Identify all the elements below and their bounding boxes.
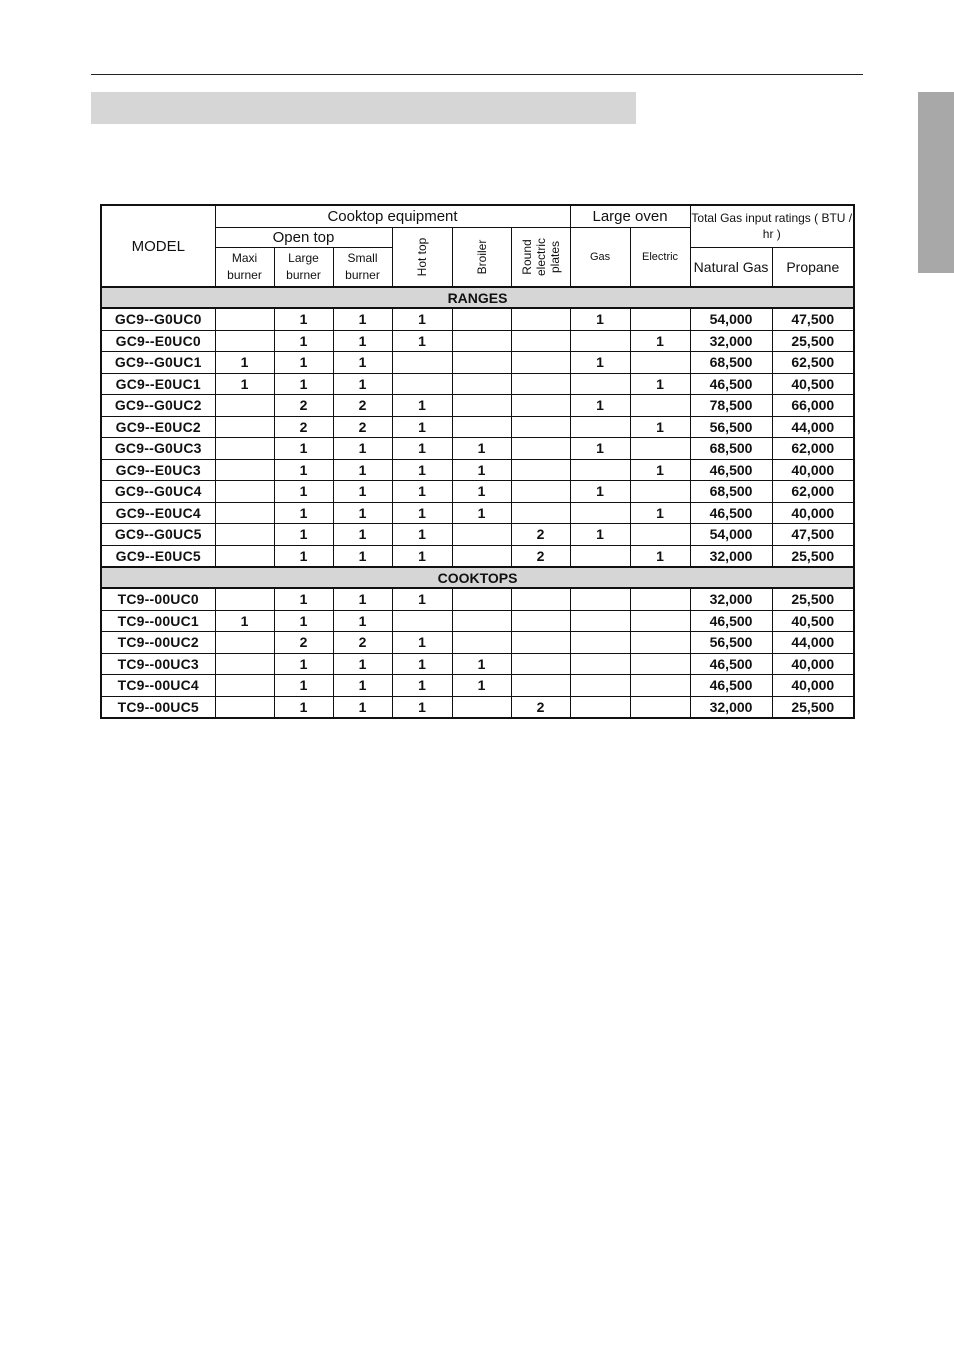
table-cell: 1 <box>274 524 333 546</box>
table-row <box>101 438 854 460</box>
table-row <box>101 330 854 352</box>
section-row <box>101 567 854 588</box>
table-cell <box>511 352 570 374</box>
table-row <box>101 610 854 632</box>
table-cell <box>630 524 690 546</box>
table-cell <box>452 610 511 632</box>
table-cell: 32,000 <box>690 696 772 718</box>
table-cell: 1 <box>392 632 452 654</box>
model-cell: TC9--00UC2 <box>101 632 215 654</box>
model-cell: TC9--00UC3 <box>101 653 215 675</box>
table-cell <box>511 459 570 481</box>
table-cell <box>511 308 570 330</box>
table-cell: 1 <box>452 481 511 503</box>
table-cell <box>570 545 630 567</box>
table-cell <box>630 308 690 330</box>
table-cell: 25,500 <box>772 588 854 610</box>
header-large-oven: Large oven <box>570 205 690 227</box>
table-cell: 25,500 <box>772 545 854 567</box>
table-cell <box>452 330 511 352</box>
table-cell: 62,000 <box>772 438 854 460</box>
table-cell: 68,500 <box>690 481 772 503</box>
table-cell <box>452 588 511 610</box>
table-cell: 1 <box>274 545 333 567</box>
table-cell: 1 <box>570 481 630 503</box>
table-cell: 1 <box>215 373 274 395</box>
table-cell <box>215 653 274 675</box>
table-cell: 1 <box>452 502 511 524</box>
table-cell: 25,500 <box>772 696 854 718</box>
table-cell <box>570 373 630 395</box>
table-cell: 2 <box>333 395 392 417</box>
table-cell: 2 <box>511 545 570 567</box>
table-cell: 54,000 <box>690 524 772 546</box>
header-gas: Gas <box>570 227 630 287</box>
header-hot-top-label: Hot top <box>415 237 429 277</box>
header-round-electric-plates <box>511 227 570 287</box>
table-cell <box>511 438 570 460</box>
table-cell: 40,000 <box>772 653 854 675</box>
table-cell: 46,500 <box>690 653 772 675</box>
table-cell: 1 <box>333 610 392 632</box>
table-cell: 1 <box>274 653 333 675</box>
table-cell <box>215 308 274 330</box>
table-cell: 32,000 <box>690 330 772 352</box>
model-cell: GC9--E0UC0 <box>101 330 215 352</box>
header-model: MODEL <box>101 205 215 287</box>
table-cell <box>215 330 274 352</box>
model-cell: GC9--E0UC4 <box>101 502 215 524</box>
table-row <box>101 632 854 654</box>
header-small-burner: Small burner <box>333 247 392 287</box>
table-cell: 40,000 <box>772 675 854 697</box>
table-cell: 1 <box>333 588 392 610</box>
table-cell: 1 <box>392 545 452 567</box>
table-cell <box>215 416 274 438</box>
header-broiler <box>452 227 511 287</box>
table-row <box>101 675 854 697</box>
table-cell <box>215 588 274 610</box>
table-cell: 1 <box>452 653 511 675</box>
section-title: RANGES <box>101 287 854 308</box>
section-title-bar <box>91 92 636 124</box>
table-cell: 56,500 <box>690 416 772 438</box>
table-cell <box>452 308 511 330</box>
table-body <box>101 287 854 718</box>
table-cell: 1 <box>392 481 452 503</box>
table-cell <box>570 502 630 524</box>
table-cell <box>570 696 630 718</box>
table-cell: 56,500 <box>690 632 772 654</box>
table-row <box>101 545 854 567</box>
table-cell: 1 <box>452 459 511 481</box>
table-cell: 32,000 <box>690 545 772 567</box>
table-cell <box>511 632 570 654</box>
table-cell: 46,500 <box>690 502 772 524</box>
specifications-table <box>100 204 855 719</box>
top-rule <box>91 74 863 75</box>
model-cell: GC9--G0UC2 <box>101 395 215 417</box>
table-cell <box>570 610 630 632</box>
table-cell <box>452 524 511 546</box>
table-row <box>101 502 854 524</box>
model-cell: GC9--E0UC2 <box>101 416 215 438</box>
table-cell <box>452 632 511 654</box>
table-cell <box>511 395 570 417</box>
table-cell: 1 <box>333 481 392 503</box>
table-cell: 78,500 <box>690 395 772 417</box>
model-cell: TC9--00UC0 <box>101 588 215 610</box>
table-cell: 1 <box>215 352 274 374</box>
model-cell: GC9--G0UC0 <box>101 308 215 330</box>
table-row <box>101 373 854 395</box>
table-cell <box>511 481 570 503</box>
table-cell <box>511 330 570 352</box>
table-cell: 1 <box>333 459 392 481</box>
table-cell <box>452 545 511 567</box>
table-cell: 47,500 <box>772 308 854 330</box>
table-cell: 2 <box>274 416 333 438</box>
table-cell: 1 <box>630 459 690 481</box>
table-cell: 66,000 <box>772 395 854 417</box>
table-cell <box>452 416 511 438</box>
table-cell: 1 <box>274 481 333 503</box>
table-cell <box>392 610 452 632</box>
table-cell <box>511 675 570 697</box>
table-cell: 1 <box>392 588 452 610</box>
table-cell: 1 <box>392 653 452 675</box>
header-cooktop-equipment: Cooktop equipment <box>215 205 570 227</box>
table-cell: 1 <box>392 438 452 460</box>
table-cell <box>452 373 511 395</box>
table-cell: 1 <box>630 330 690 352</box>
table-row <box>101 395 854 417</box>
table-cell <box>215 632 274 654</box>
table-cell: 62,000 <box>772 481 854 503</box>
table-cell <box>570 675 630 697</box>
table-cell: 1 <box>274 675 333 697</box>
table-cell <box>215 675 274 697</box>
table-cell <box>570 330 630 352</box>
table-cell <box>511 502 570 524</box>
table-cell <box>392 373 452 395</box>
table-cell: 1 <box>570 524 630 546</box>
table-cell: 1 <box>333 308 392 330</box>
header-large-burner: Large burner <box>274 247 333 287</box>
table-cell <box>630 352 690 374</box>
header-hot-top <box>392 227 452 287</box>
table-cell: 1 <box>570 352 630 374</box>
table-cell <box>215 524 274 546</box>
table-cell: 68,500 <box>690 438 772 460</box>
table-cell: 54,000 <box>690 308 772 330</box>
table-cell: 1 <box>333 502 392 524</box>
header-broiler-label: Broiler <box>474 239 489 275</box>
table-cell: 2 <box>333 416 392 438</box>
table-cell: 1 <box>274 588 333 610</box>
table-cell <box>511 610 570 632</box>
table-cell: 1 <box>215 610 274 632</box>
table-cell: 1 <box>392 330 452 352</box>
model-cell: TC9--00UC1 <box>101 610 215 632</box>
table-cell <box>511 416 570 438</box>
table-cell <box>215 502 274 524</box>
table-cell: 40,000 <box>772 502 854 524</box>
table-cell: 1 <box>630 416 690 438</box>
table-cell: 1 <box>392 524 452 546</box>
table-cell: 2 <box>274 395 333 417</box>
table-cell <box>630 610 690 632</box>
table-cell: 1 <box>570 395 630 417</box>
table-cell: 1 <box>274 610 333 632</box>
table-cell: 40,000 <box>772 459 854 481</box>
table-cell: 2 <box>511 696 570 718</box>
table-cell <box>215 481 274 503</box>
table-cell: 1 <box>333 352 392 374</box>
table-row <box>101 481 854 503</box>
table-cell: 1 <box>630 545 690 567</box>
table-cell <box>570 416 630 438</box>
table-cell <box>570 653 630 675</box>
table-cell: 1 <box>392 696 452 718</box>
table-cell: 1 <box>392 395 452 417</box>
table-cell: 1 <box>274 696 333 718</box>
header-propane: Propane <box>772 247 854 287</box>
table-cell <box>630 675 690 697</box>
model-cell: GC9--E0UC1 <box>101 373 215 395</box>
table-cell: 1 <box>333 696 392 718</box>
table-row <box>101 352 854 374</box>
table-cell: 1 <box>570 308 630 330</box>
table-cell <box>215 395 274 417</box>
table-cell <box>392 352 452 374</box>
model-cell: GC9--G0UC3 <box>101 438 215 460</box>
table-cell <box>215 545 274 567</box>
table-cell <box>630 481 690 503</box>
table-cell: 1 <box>333 675 392 697</box>
table-cell: 1 <box>274 308 333 330</box>
table-cell <box>452 696 511 718</box>
table-cell: 46,500 <box>690 373 772 395</box>
table-row <box>101 308 854 330</box>
table-cell: 46,500 <box>690 610 772 632</box>
table-cell: 1 <box>570 438 630 460</box>
header-maxi-burner: Maxi burner <box>215 247 274 287</box>
model-cell: GC9--G0UC4 <box>101 481 215 503</box>
table-cell <box>511 653 570 675</box>
table-cell: 1 <box>333 653 392 675</box>
table-cell: 1 <box>392 308 452 330</box>
table-cell: 1 <box>630 373 690 395</box>
table-cell: 47,500 <box>772 524 854 546</box>
table-cell: 46,500 <box>690 675 772 697</box>
table-cell: 40,500 <box>772 373 854 395</box>
table-cell: 1 <box>274 459 333 481</box>
table-row <box>101 416 854 438</box>
table-cell <box>215 696 274 718</box>
table-row <box>101 653 854 675</box>
table-cell: 40,500 <box>772 610 854 632</box>
table-cell: 46,500 <box>690 459 772 481</box>
model-cell: TC9--00UC4 <box>101 675 215 697</box>
table-cell <box>630 438 690 460</box>
model-cell: GC9--G0UC5 <box>101 524 215 546</box>
table-cell <box>215 459 274 481</box>
section-title: COOKTOPS <box>101 567 854 588</box>
table-cell: 1 <box>274 330 333 352</box>
header-electric: Electric <box>630 227 690 287</box>
table-cell <box>630 395 690 417</box>
table-row <box>101 696 854 718</box>
table-row <box>101 459 854 481</box>
model-cell: GC9--E0UC5 <box>101 545 215 567</box>
table-cell: 1 <box>452 438 511 460</box>
table-cell: 1 <box>333 524 392 546</box>
model-cell: TC9--00UC5 <box>101 696 215 718</box>
table-cell: 25,500 <box>772 330 854 352</box>
table-cell: 1 <box>452 675 511 697</box>
table-cell: 1 <box>392 416 452 438</box>
table-cell <box>570 459 630 481</box>
table-cell: 62,500 <box>772 352 854 374</box>
model-cell: GC9--E0UC3 <box>101 459 215 481</box>
table-cell: 1 <box>392 675 452 697</box>
table-cell: 1 <box>630 502 690 524</box>
table-cell: 1 <box>333 438 392 460</box>
section-row <box>101 287 854 308</box>
model-cell: GC9--G0UC1 <box>101 352 215 374</box>
table-cell: 32,000 <box>690 588 772 610</box>
table-cell <box>630 632 690 654</box>
table-cell <box>570 632 630 654</box>
header-round-electric-plates-label: Round electric plates <box>519 237 562 276</box>
table-cell: 1 <box>392 502 452 524</box>
table-cell: 2 <box>333 632 392 654</box>
table-cell: 1 <box>274 502 333 524</box>
table-cell <box>630 653 690 675</box>
header-natural-gas: Natural Gas <box>690 247 772 287</box>
header-total-gas-input: Total Gas input ratings ( BTU / hr ) <box>690 205 854 247</box>
table-cell: 1 <box>333 330 392 352</box>
table-cell: 1 <box>274 438 333 460</box>
table-cell: 1 <box>274 373 333 395</box>
table-cell: 1 <box>333 545 392 567</box>
table-cell <box>511 588 570 610</box>
table-cell <box>511 373 570 395</box>
table-cell: 44,000 <box>772 416 854 438</box>
table-cell: 2 <box>274 632 333 654</box>
table-cell: 68,500 <box>690 352 772 374</box>
table-row <box>101 524 854 546</box>
table-cell: 1 <box>392 459 452 481</box>
table-cell <box>215 438 274 460</box>
table-cell <box>452 395 511 417</box>
header-open-top: Open top <box>215 227 392 247</box>
table-cell: 2 <box>511 524 570 546</box>
table-row <box>101 588 854 610</box>
table-cell: 44,000 <box>772 632 854 654</box>
table-cell <box>452 352 511 374</box>
table-cell: 1 <box>333 373 392 395</box>
side-index-tab <box>918 92 954 273</box>
table-cell <box>630 696 690 718</box>
table-cell <box>630 588 690 610</box>
table-cell <box>570 588 630 610</box>
table-cell: 1 <box>274 352 333 374</box>
